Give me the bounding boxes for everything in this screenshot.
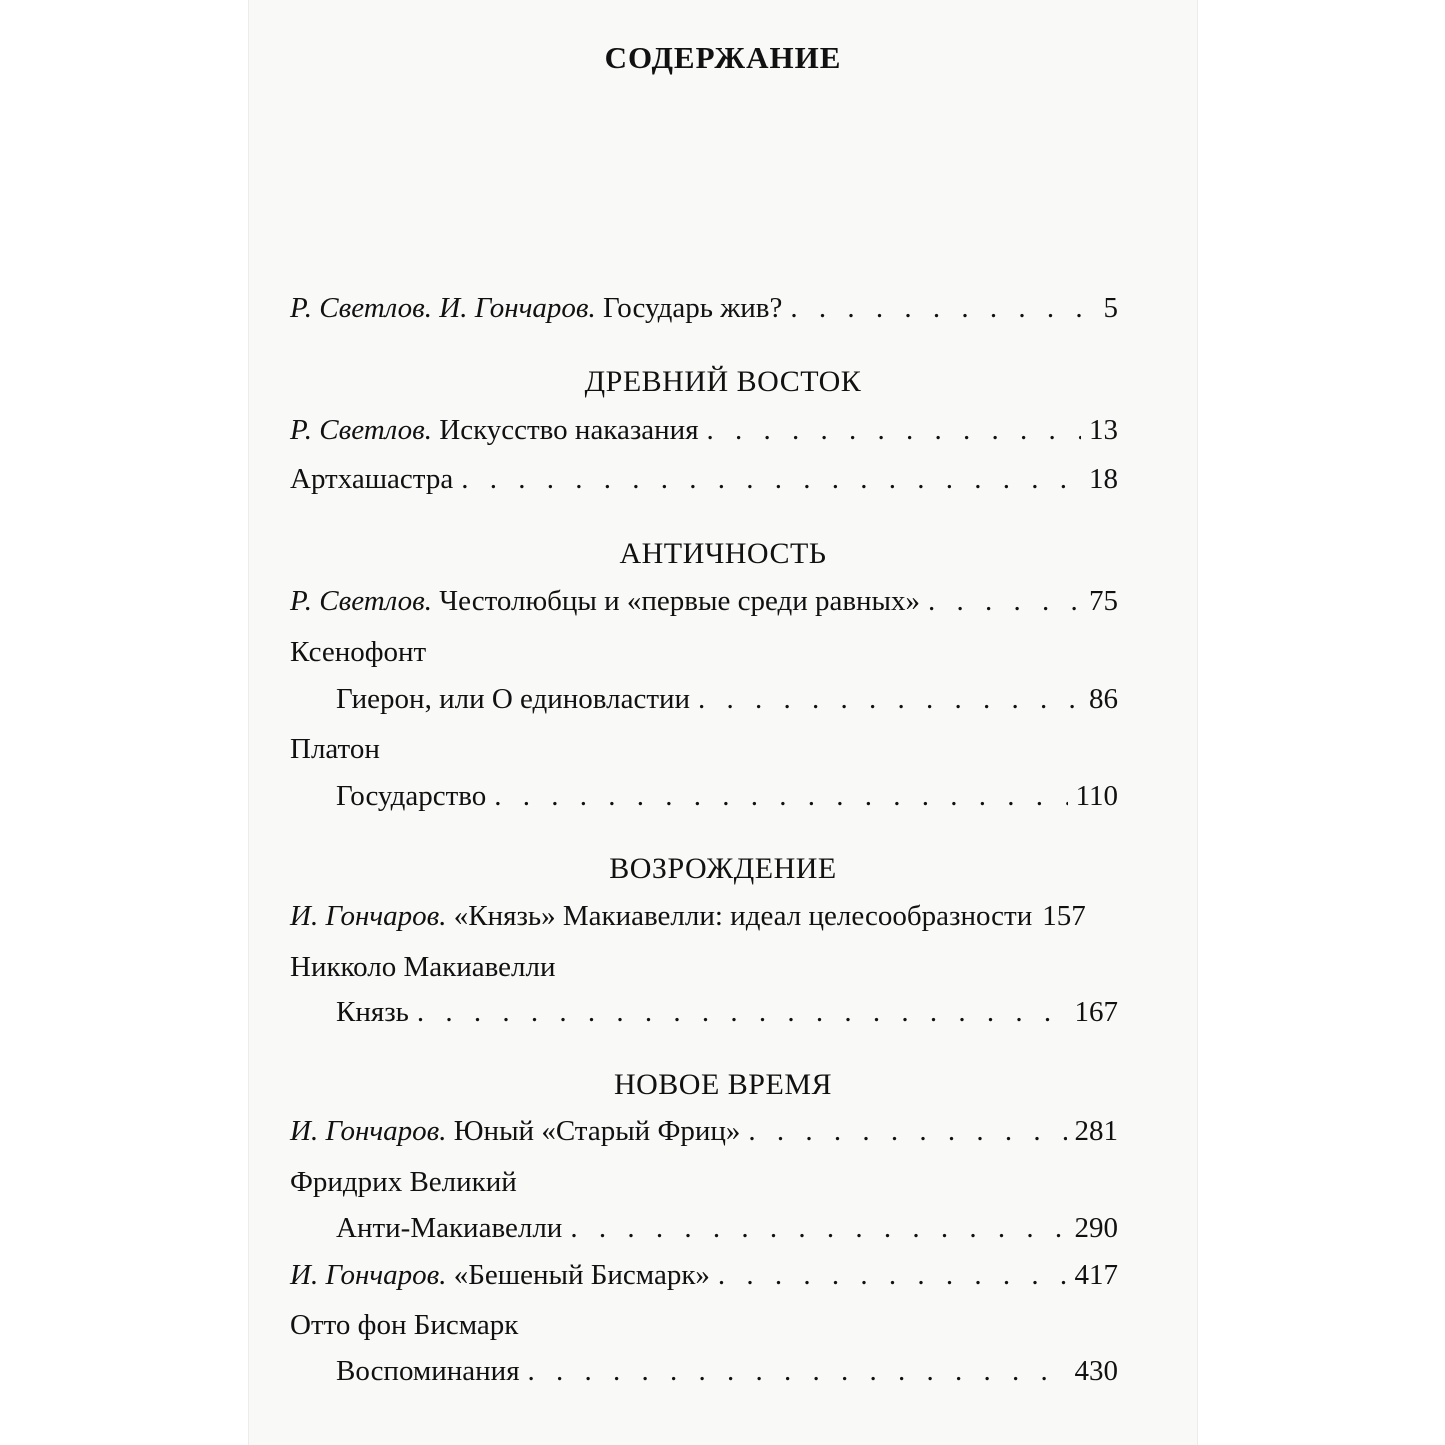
- section-heading-renaissance: ВОЗРОЖДЕНИЕ: [609, 852, 837, 885]
- entry-author: И. Гончаров.: [290, 1259, 447, 1291]
- toc-entry: [336, 1355, 1118, 1391]
- entry-title: Князь: [336, 996, 409, 1028]
- entry-author: Р. Светлов. И. Гончаров.: [290, 292, 596, 324]
- toc-entry: [290, 463, 1118, 499]
- entry-page-number: 110: [1075, 780, 1118, 812]
- entry-author: И. Гончаров.: [290, 900, 447, 932]
- toc-entry: [336, 996, 1118, 1032]
- page-title: СОДЕРЖАНИЕ: [604, 40, 842, 75]
- toc-entry-preface: [290, 292, 1118, 328]
- dot-leader: [570, 1212, 1066, 1245]
- entry-title: Гиерон, или О единовластии: [336, 683, 691, 715]
- author-heading-bismarck: Отто фон Бисмарк: [290, 1309, 519, 1341]
- entry-page-number: 86: [1089, 683, 1118, 715]
- entry-page-number: 75: [1089, 585, 1118, 617]
- toc-entry: [290, 900, 1118, 936]
- entry-page-number: 417: [1074, 1259, 1118, 1291]
- entry-title: «Князь» Макиавелли: идеал целесообразности: [453, 900, 1033, 932]
- toc-entry: [336, 1212, 1118, 1248]
- dot-leader: [494, 780, 1067, 813]
- entry-page-number: 13: [1089, 414, 1118, 446]
- entry-page-number: 5: [1103, 292, 1118, 324]
- dot-leader: [718, 1259, 1067, 1292]
- dot-leader: [698, 683, 1081, 716]
- author-heading-frederick: Фридрих Великий: [290, 1166, 517, 1198]
- entry-title: Артхашастра: [290, 463, 454, 495]
- dot-leader: [748, 1115, 1066, 1148]
- toc-entry: [290, 585, 1118, 621]
- entry-page-number: 290: [1074, 1212, 1118, 1244]
- section-heading-modern: НОВОЕ ВРЕМЯ: [613, 1068, 833, 1101]
- dot-leader: [417, 996, 1067, 1029]
- dot-leader: [790, 292, 1095, 325]
- author-heading-plato: Платон: [290, 733, 380, 765]
- dot-leader: [707, 414, 1081, 447]
- entry-page-number: 167: [1074, 996, 1118, 1028]
- dot-leader: [461, 463, 1081, 496]
- author-heading-xenophon: Ксенофонт: [290, 636, 427, 668]
- entry-title: Честолюбцы и «первые среди равных»: [439, 585, 921, 617]
- dot-leader: [928, 585, 1081, 618]
- entry-page-number: 18: [1089, 463, 1118, 495]
- toc-entry: [290, 1259, 1118, 1295]
- toc-entry: [290, 1115, 1118, 1151]
- toc-entry: [336, 683, 1118, 719]
- entry-author: Р. Светлов.: [290, 585, 433, 617]
- entry-page-number: 157: [1042, 900, 1086, 932]
- entry-page-number: 430: [1074, 1355, 1118, 1387]
- entry-title: Анти-Макиавелли: [336, 1212, 563, 1244]
- section-heading-ancient-east: ДРЕВНИЙ ВОСТОК: [584, 365, 862, 398]
- entry-title: «Бешеный Бисмарк»: [453, 1259, 710, 1291]
- entry-title: Юный «Старый Фриц»: [453, 1115, 741, 1147]
- entry-title: Государство: [336, 780, 487, 812]
- dot-leader: [528, 1355, 1067, 1388]
- section-heading-antiquity: АНТИЧНОСТЬ: [619, 537, 827, 570]
- entry-author: Р. Светлов.: [290, 414, 433, 446]
- author-heading-machiavelli: Никколо Макиавелли: [290, 951, 556, 983]
- toc-entry: [336, 780, 1118, 816]
- toc-entry: [290, 414, 1118, 450]
- entry-title: Искусство наказания: [439, 414, 699, 446]
- entry-title: Воспоминания: [336, 1355, 520, 1387]
- book-page: [248, 0, 1198, 1445]
- entry-title: Государь жив?: [603, 292, 783, 324]
- entry-author: И. Гончаров.: [290, 1115, 447, 1147]
- entry-page-number: 281: [1074, 1115, 1118, 1147]
